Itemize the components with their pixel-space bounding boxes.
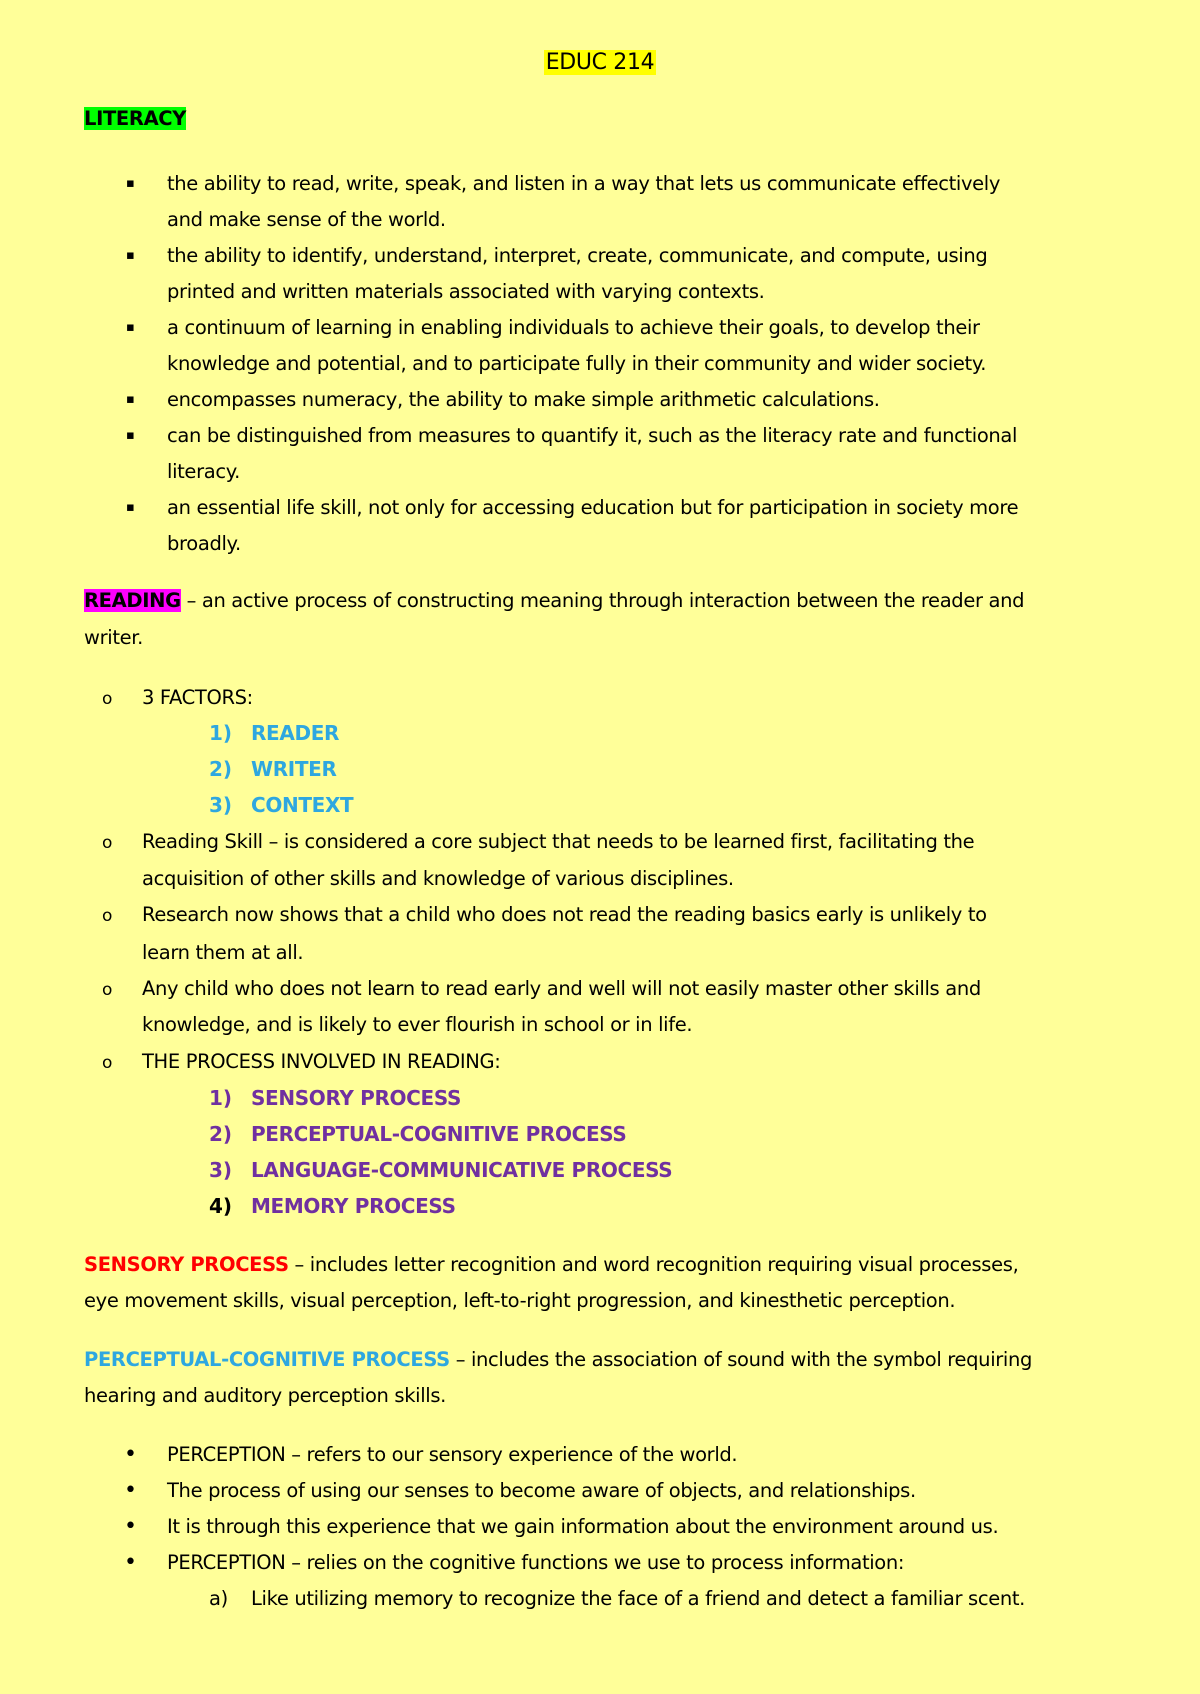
perceptual-definition-line-1: PERCEPTUAL-COGNITIVE PROCESS – includes the association of sound with the symbol requiring: [84, 1348, 1033, 1371]
literacy-bullet-6-line-2: broadly.: [167, 532, 241, 555]
perceptual-bullet-3: It is through this experience that we gain information about the environment around us.: [167, 1515, 999, 1538]
perceptual-definition-line-2: hearing and auditory perception skills.: [84, 1384, 447, 1407]
process-4-label: MEMORY PROCESS: [251, 1194, 456, 1218]
circle-bullet-icon: o: [102, 833, 113, 853]
literacy-bullet-3-line-1: a continuum of learning in enabling individuals to achieve their goals, to develop their: [167, 316, 980, 339]
circle-bullet-icon: o: [102, 980, 113, 1000]
square-bullet-icon: ▪: [126, 320, 135, 335]
factor-2-label: WRITER: [251, 757, 337, 781]
process-1-label: SENSORY PROCESS: [251, 1086, 462, 1110]
sensory-definition-line-2: eye movement skills, visual perception, left-to-right progression, and kinesthetic perception.: [84, 1289, 956, 1312]
literacy-bullet-2-line-1: the ability to identify, understand, interpret, create, communicate, and compute, using: [167, 244, 988, 267]
square-bullet-icon: ▪: [126, 248, 135, 263]
sub-item-label: a): [209, 1587, 228, 1610]
literacy-bullet-2-line-2: printed and written materials associated with varying contexts.: [167, 280, 765, 303]
circle-bullet-icon: o: [102, 1053, 113, 1073]
reading-point-3-line-2: knowledge, and is likely to ever flourish in school or in life.: [142, 1013, 693, 1036]
page-title: EDUC 214: [545, 50, 655, 75]
reading-point-1-line-2: acquisition of other skills and knowledge of various disciplines.: [142, 867, 734, 890]
factor-3-label: CONTEXT: [251, 793, 354, 817]
perceptual-bullet-4: PERCEPTION – relies on the cognitive functions we use to process information:: [167, 1551, 905, 1574]
process-4-number: 4): [209, 1194, 233, 1218]
factor-1-number: 1): [209, 721, 233, 745]
literacy-bullet-1-line-1: the ability to read, write, speak, and listen in a way that lets us communicate effectively: [167, 172, 1001, 195]
literacy-bullet-5-line-1: can be distinguished from measures to quantify it, such as the literacy rate and functional: [167, 424, 1018, 447]
process-label: THE PROCESS INVOLVED IN READING:: [142, 1050, 501, 1073]
process-2-label: PERCEPTUAL-COGNITIVE PROCESS: [251, 1122, 627, 1146]
literacy-bullet-1-line-2: and make sense of the world.: [167, 208, 446, 231]
dot-bullet-icon: •: [124, 1442, 137, 1467]
square-bullet-icon: ▪: [126, 176, 135, 191]
circle-bullet-icon: o: [102, 906, 113, 926]
process-3-number: 3): [209, 1158, 233, 1182]
literacy-bullet-5-line-2: literacy.: [167, 460, 240, 483]
factor-1-label: READER: [251, 721, 340, 745]
dot-bullet-icon: •: [124, 1478, 137, 1503]
circle-bullet-icon: o: [102, 689, 113, 709]
square-bullet-icon: ▪: [126, 392, 135, 407]
process-1-number: 1): [209, 1086, 233, 1110]
process-2-number: 2): [209, 1122, 233, 1146]
reading-point-1-line-1: Reading Skill – is considered a core subject that needs to be learned first, facilitating the: [142, 830, 975, 853]
reading-definition-line-1: READING – an active process of constructing meaning through interaction between the reader and: [84, 589, 1025, 612]
square-bullet-icon: ▪: [126, 428, 135, 443]
perceptual-bullet-2: The process of using our senses to become aware of objects, and relationships.: [167, 1479, 916, 1502]
reading-point-2-line-1: Research now shows that a child who does not read the reading basics early is unlikely to: [142, 903, 987, 926]
dot-bullet-icon: •: [124, 1550, 137, 1575]
reading-point-3-line-1: Any child who does not learn to read early and well will not easily master other skills and: [142, 977, 981, 1000]
factors-label: 3 FACTORS:: [142, 686, 253, 709]
reading-point-2-line-2: learn them at all.: [142, 941, 304, 964]
literacy-heading: LITERACY: [84, 107, 187, 130]
perceptual-bullet-1: PERCEPTION – refers to our sensory experience of the world.: [167, 1443, 738, 1466]
literacy-bullet-3-line-2: knowledge and potential, and to participate fully in their community and wider society.: [167, 352, 987, 375]
factor-3-number: 3): [209, 793, 233, 817]
process-3-label: LANGUAGE-COMMUNICATIVE PROCESS: [251, 1158, 673, 1182]
square-bullet-icon: ▪: [126, 500, 135, 515]
reading-definition-line-2: writer.: [84, 626, 144, 649]
sub-item-text: Like utilizing memory to recognize the face of a friend and detect a familiar scent.: [251, 1587, 1026, 1610]
reading-heading: READING: [84, 589, 181, 612]
sensory-definition-line-1: SENSORY PROCESS – includes letter recognition and word recognition requiring visual processes,: [84, 1253, 1019, 1276]
sensory-term: SENSORY PROCESS: [84, 1253, 289, 1276]
literacy-bullet-6-line-1: an essential life skill, not only for accessing education but for participation in society more: [167, 496, 1019, 519]
perceptual-term: PERCEPTUAL-COGNITIVE PROCESS: [84, 1348, 450, 1371]
dot-bullet-icon: •: [124, 1514, 137, 1539]
factor-2-number: 2): [209, 757, 233, 781]
literacy-bullet-4-line-1: encompasses numeracy, the ability to make simple arithmetic calculations.: [167, 388, 880, 411]
